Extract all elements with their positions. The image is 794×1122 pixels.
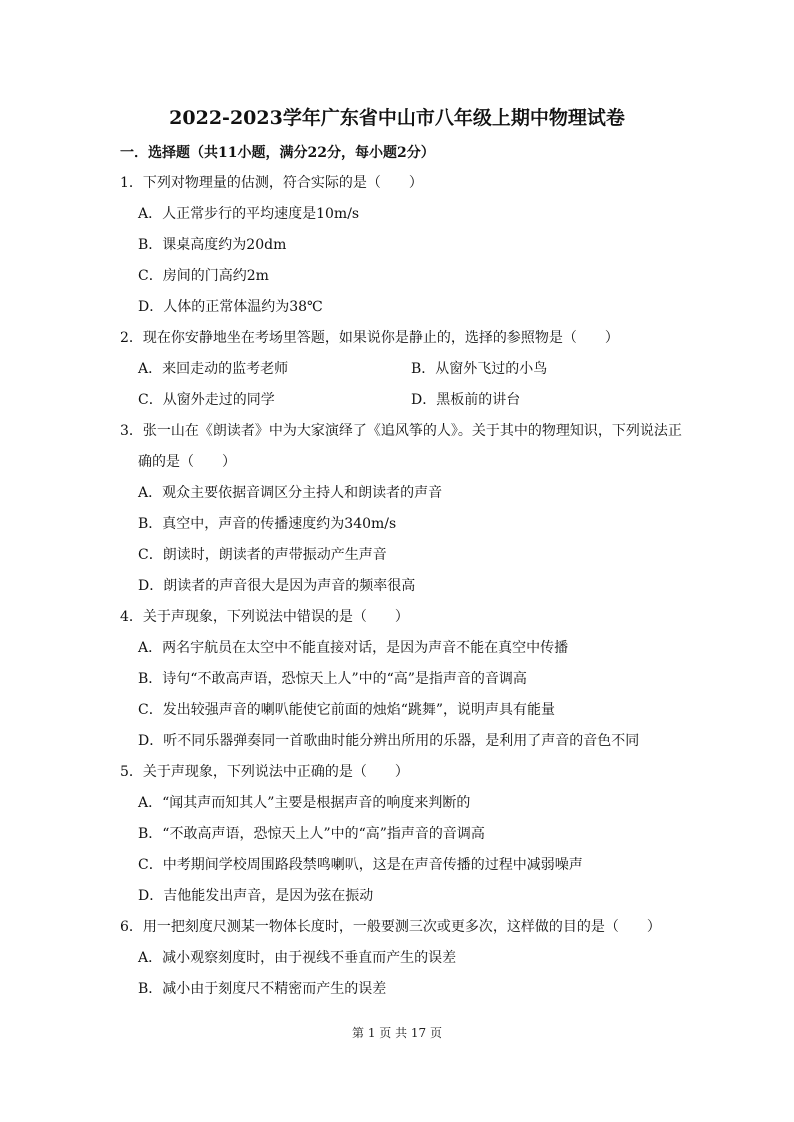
- option-row: [120, 354, 684, 385]
- option-a: A．两名宇航员在太空中不能直接对话，是因为声音不能在真空中传播: [138, 640, 569, 656]
- option-b: B．从窗外飞过的小鸟: [411, 361, 548, 377]
- question-2: [120, 323, 684, 416]
- option-c: C．房间的门高约2m: [138, 268, 269, 284]
- option-b: B．“不敢高声语，恐惊天上人”中的“高”指声音的音调高: [138, 826, 485, 842]
- question-3: [120, 416, 684, 602]
- question-stem: 6．用一把刻度尺测某一物体长度时，一般要测三次或更多次，这样做的目的是（ ）: [120, 919, 661, 935]
- option-d: D．人体的正常体温约为38℃: [138, 299, 323, 315]
- question-5: [120, 757, 684, 912]
- question-6: [120, 912, 684, 1005]
- option-a: A．观众主要依据音调区分主持人和朗读者的声音: [138, 485, 443, 501]
- option-a: A．减小观察刻度时，由于视线不垂直而产生的误差: [138, 950, 457, 966]
- option-d: D．黑板前的讲台: [411, 392, 521, 408]
- option-a: A．人正常步行的平均速度是10m/s: [138, 206, 360, 222]
- option-c: C．发出较强声音的喇叭能使它前面的烛焰“跳舞”，说明声具有能量: [138, 702, 556, 718]
- question-4: [120, 602, 684, 757]
- question-stem: 1．下列对物理量的估测，符合实际的是（ ）: [120, 175, 423, 191]
- exam-title: 2022-2023学年广东省中山市八年级上期中物理试卷: [169, 107, 625, 129]
- option-row: [120, 385, 684, 416]
- question-1: [120, 168, 684, 323]
- question-stem: 2．现在你安静地坐在考场里答题，如果说你是静止的，选择的参照物是（ ）: [120, 330, 619, 346]
- option-d: D．听不同乐器弹奏同一首歌曲时能分辨出所用的乐器，是利用了声音的音色不同: [138, 733, 640, 749]
- option-d: D．吉他能发出声音，是因为弦在振动: [138, 888, 374, 904]
- option-a: A．“闻其声而知其人”主要是根据声音的响度来判断的: [138, 795, 471, 811]
- option-b: B．诗句“不敢高声语，恐惊天上人”中的“高”是指声音的音调高: [138, 671, 527, 687]
- section-heading: 一．选择题（共11小题，满分22分，每小题2分）: [120, 145, 435, 161]
- option-b: B．减小由于刻度尺不精密而产生的误差: [138, 981, 387, 997]
- question-stem: 3．张一山在《朗读者》中为大家演绎了《追风筝的人》。关于其中的物理知识，下列说法正确的是（ ）: [120, 423, 682, 470]
- option-c: C．从窗外走过的同学: [138, 392, 275, 408]
- option-b: B．真空中，声音的传播速度约为340m/s: [138, 516, 397, 532]
- option-c: C．朗读时，朗读者的声带振动产生声音: [138, 547, 387, 563]
- option-a: A．来回走动的监考老师: [138, 361, 289, 377]
- exam-content: [120, 142, 684, 1005]
- option-c: C．中考期间学校周围路段禁鸣喇叭，这是在声音传播的过程中减弱噪声: [138, 857, 583, 873]
- option-d: D．朗读者的声音很大是因为声音的频率很高: [138, 578, 416, 594]
- option-b: B．课桌高度约为20dm: [138, 237, 287, 253]
- question-stem: 5．关于声现象，下列说法中正确的是（ ）: [120, 764, 409, 780]
- page-footer: 第 1 页 共 17 页: [352, 1026, 442, 1040]
- question-stem: 4．关于声现象，下列说法中错误的是（ ）: [120, 609, 409, 625]
